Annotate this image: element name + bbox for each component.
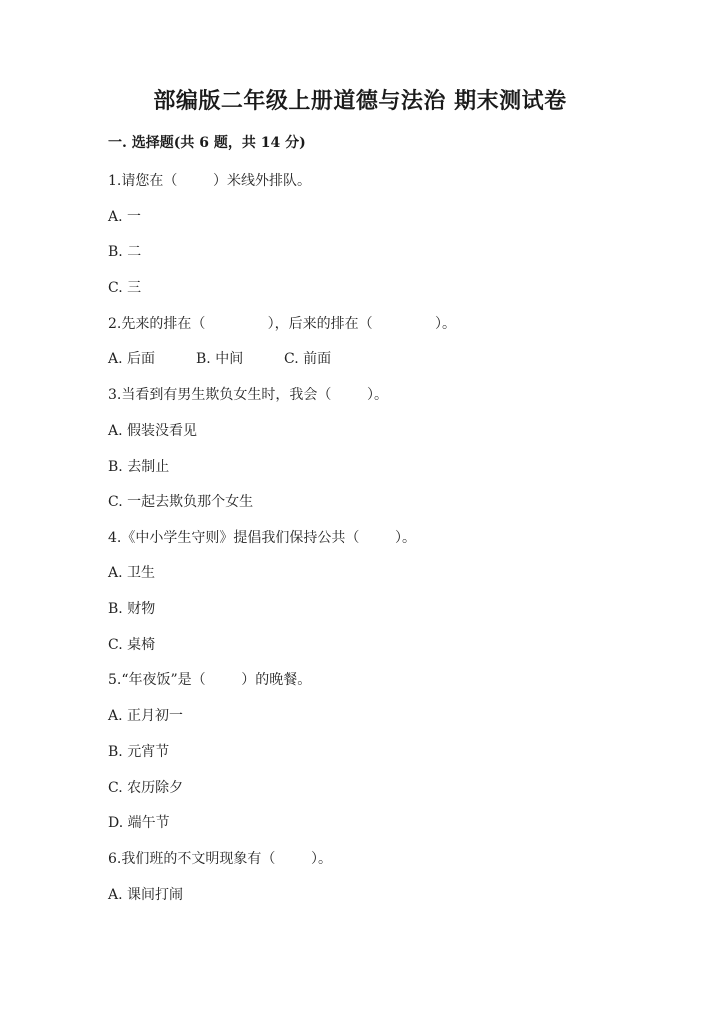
question-2-option-a: A. 后面 xyxy=(108,351,156,367)
question-4-option-c: C. 桌椅 xyxy=(108,637,156,653)
question-3-option-c: C. 一起去欺负那个女生 xyxy=(108,494,254,510)
question-5-option-d: D. 端午节 xyxy=(108,815,170,831)
question-1-option-a: A. 一 xyxy=(108,209,142,225)
question-6-option-a: A. 课间打闹 xyxy=(108,887,184,903)
question-5-option-b: B. 元宵节 xyxy=(108,744,170,760)
question-1-option-c: C. 三 xyxy=(108,280,142,296)
question-3-stem: 3.当看到有男生欺负女生时，我会（ ）。 xyxy=(108,387,388,403)
question-4-stem: 4.《中小学生守则》提倡我们保持公共（ ）。 xyxy=(108,530,416,546)
question-2-option-b: B. 中间 xyxy=(196,351,244,367)
question-1-stem: 1.请您在（ ）米线外排队。 xyxy=(108,173,311,189)
question-5-option-c: C. 农历除夕 xyxy=(108,780,184,796)
section-heading: 一. 选择题(共 6 题，共 14 分) xyxy=(108,135,306,151)
question-5-stem: 5.“年夜饭”是（ ）的晚餐。 xyxy=(108,672,312,688)
question-2-stem: 2.先来的排在（ ），后来的排在（ ）。 xyxy=(108,316,456,332)
question-4-option-b: B. 财物 xyxy=(108,601,156,617)
question-3-option-a: A. 假装没看见 xyxy=(108,423,198,439)
question-5-option-a: A. 正月初一 xyxy=(108,708,184,724)
question-6-stem: 6.我们班的不文明现象有（ ）。 xyxy=(108,851,332,867)
question-3-option-b: B. 去制止 xyxy=(108,459,170,475)
question-1-option-b: B. 二 xyxy=(108,244,142,260)
exam-title: 部编版二年级上册道德与法治 期末测试卷 xyxy=(153,88,567,114)
question-4-option-a: A. 卫生 xyxy=(108,565,156,581)
question-2-option-c: C. 前面 xyxy=(284,351,332,367)
question-2-options xyxy=(108,348,331,368)
